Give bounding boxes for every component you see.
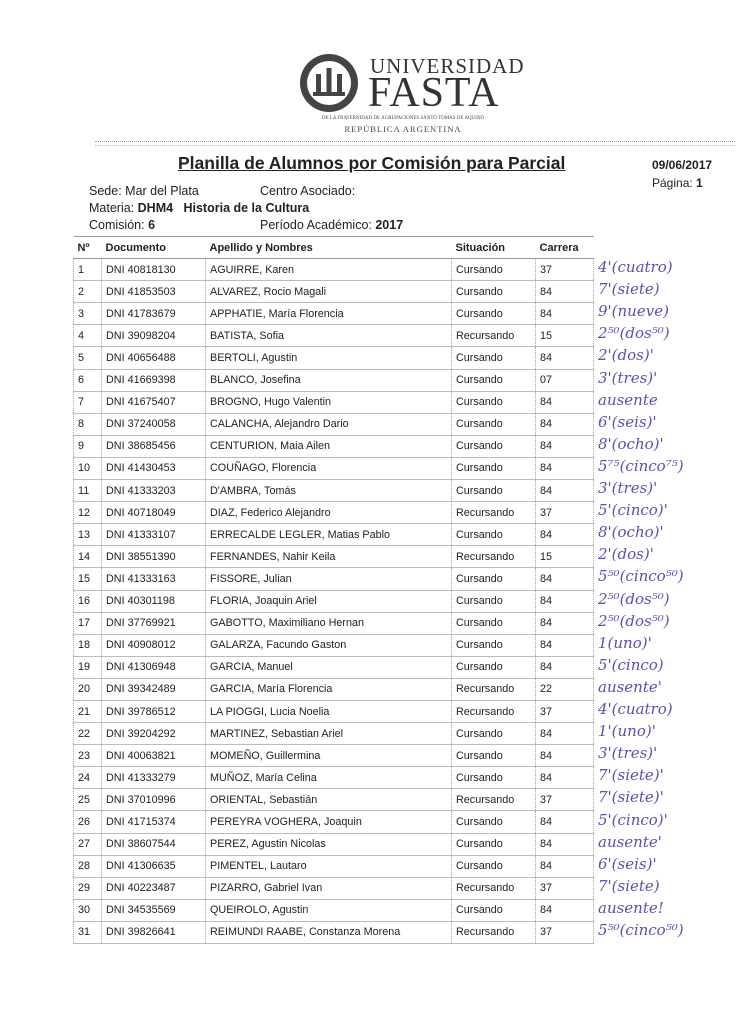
row-document: DNI 40223487 [102,877,206,899]
materia-line [89,201,309,215]
row-number: 26 [74,811,102,833]
row-name: BROGNO, Hugo Valentin [206,391,452,413]
row-career: 84 [536,612,594,634]
row-name: MARTINEZ, Sebastian Ariel [206,723,452,745]
row-status: Cursando [452,480,536,502]
row-career: 84 [536,811,594,833]
col-name-header: Apellido y Nombres [206,237,452,259]
row-status: Recursando [452,502,536,524]
handwritten-grade: 2'(dos)' [598,346,654,365]
comision-value: 6 [148,218,156,232]
row-document: DNI 41669398 [102,369,206,391]
row-number: 29 [74,877,102,899]
header-divider [95,141,735,142]
row-number: 3 [74,303,102,325]
sede-label: Sede: [89,184,122,198]
handwritten-grade: 3'(tres)' [598,744,658,763]
handwritten-grade: 8'(ocho)' [598,523,664,542]
row-status: Cursando [452,899,536,921]
row-number: 4 [74,325,102,347]
col-status-header: Situación [452,237,536,259]
table-row [74,435,594,457]
materia-name: Historia de la Cultura [183,201,310,215]
row-career: 84 [536,634,594,656]
row-name: QUEIROLO, Agustin [206,899,452,921]
col-document-header: Documento [102,237,206,259]
row-document: DNI 41853503 [102,281,206,303]
row-status: Recursando [452,678,536,700]
row-status: Recursando [452,546,536,568]
table-row [74,811,594,833]
row-career: 84 [536,391,594,413]
handwritten-grade: 1(uno)' [598,633,652,652]
row-name: FLORIA, Joaquin Ariel [206,590,452,612]
row-status: Cursando [452,391,536,413]
row-status: Cursando [452,435,536,457]
handwritten-grade: 6'(seis)' [598,854,657,873]
row-number: 7 [74,391,102,413]
handwritten-grade: 5'(cinco)' [598,501,668,520]
row-career: 84 [536,899,594,921]
row-career: 84 [536,303,594,325]
handwritten-grade: 8'(ocho)' [598,434,664,453]
row-number: 25 [74,789,102,811]
row-status: Cursando [452,347,536,369]
row-number: 16 [74,590,102,612]
handwritten-grade: 7'(siete)' [598,788,664,807]
row-number: 23 [74,745,102,767]
row-name: BATISTA, Sofia [206,325,452,347]
sede-value: Mar del Plata [125,184,199,198]
row-name: PEREYRA VOGHERA, Joaquin [206,811,452,833]
row-number: 30 [74,899,102,921]
handwritten-grade: 5'(cinco) [598,655,664,674]
row-number: 8 [74,413,102,435]
row-document: DNI 41333107 [102,524,206,546]
row-document: DNI 41783679 [102,303,206,325]
table-row [74,833,594,855]
row-document: DNI 41675407 [102,391,206,413]
row-career: 37 [536,259,594,281]
table-row [74,656,594,678]
row-name: GALARZA, Facundo Gaston [206,634,452,656]
row-number: 10 [74,457,102,479]
table-row [74,391,594,413]
row-document: DNI 37010996 [102,789,206,811]
row-name: MOMEÑO, Guillermina [206,745,452,767]
row-document: DNI 38685456 [102,435,206,457]
table-row [74,303,594,325]
row-document: DNI 40656488 [102,347,206,369]
row-document: DNI 40908012 [102,634,206,656]
table-row [74,899,594,921]
row-career: 84 [536,347,594,369]
row-document: DNI 40301198 [102,590,206,612]
row-document: DNI 39786512 [102,700,206,722]
row-status: Cursando [452,723,536,745]
row-name: GARCIA, María Florencia [206,678,452,700]
row-career: 84 [536,745,594,767]
university-logo [298,52,525,134]
university-country: REPÚBLICA ARGENTINA [344,124,462,134]
handwritten-grade: ausente' [598,832,662,851]
row-name: APPHATIE, María Florencia [206,303,452,325]
row-name: PIMENTEL, Lautaro [206,855,452,877]
table-row [74,877,594,899]
report-date: 09/06/2017 [652,158,713,172]
row-document: DNI 38607544 [102,833,206,855]
row-name: MUÑOZ, María Celina [206,767,452,789]
periodo-line [260,218,403,232]
table-row [74,502,594,524]
row-name: AGUIRRE, Karen [206,259,452,281]
row-document: DNI 41715374 [102,811,206,833]
row-career: 22 [536,678,594,700]
row-number: 14 [74,546,102,568]
row-career: 84 [536,723,594,745]
handwritten-grade: 3'(tres)' [598,368,658,387]
row-name: ALVAREZ, Rocio Magali [206,281,452,303]
row-career: 84 [536,767,594,789]
header-divider-2 [95,145,735,146]
row-name: D'AMBRA, Tomás [206,480,452,502]
row-name: GARCIA, Manuel [206,656,452,678]
table-row [74,413,594,435]
row-career: 84 [536,480,594,502]
page-title: Planilla de Alumnos por Comisión para Parcial [178,153,566,173]
handwritten-grade: 3'(tres)' [598,479,658,497]
table-row [74,921,594,943]
row-number: 1 [74,259,102,281]
row-document: DNI 41306948 [102,656,206,678]
row-document: DNI 41430453 [102,457,206,479]
row-name: ORIENTAL, Sebastián [206,789,452,811]
row-career: 37 [536,921,594,943]
handwritten-grade: 4'(cuatro) [598,700,673,718]
row-name: BERTOLI, Agustin [206,347,452,369]
handwritten-grade: 2⁵⁰(dos⁵⁰) [598,611,670,630]
university-name: FASTA [368,70,500,116]
centro-label: Centro Asociado: [260,184,356,198]
row-career: 84 [536,590,594,612]
handwritten-grade: 5⁷⁵(cinco⁷⁵) [598,456,684,475]
handwritten-grade: 5⁵⁰(cinco⁵⁰) [598,921,684,939]
row-number: 6 [74,369,102,391]
row-number: 2 [74,281,102,303]
university-word: UNIVERSIDAD [370,54,525,78]
row-number: 9 [74,435,102,457]
table-header-row [74,237,594,259]
row-number: 11 [74,480,102,502]
table-row [74,767,594,789]
row-status: Cursando [452,281,536,303]
row-number: 24 [74,767,102,789]
table-row [74,590,594,612]
comision-line [89,218,155,232]
row-number: 27 [74,833,102,855]
table-row [74,634,594,656]
table-row [74,789,594,811]
row-status: Cursando [452,568,536,590]
row-status: Cursando [452,833,536,855]
row-career: 15 [536,546,594,568]
col-career-header: Carrera [536,237,594,259]
row-status: Cursando [452,413,536,435]
students-table [73,236,594,944]
row-career: 84 [536,281,594,303]
row-status: Cursando [452,634,536,656]
row-document: DNI 40818130 [102,259,206,281]
comision-label: Comisión: [89,218,145,232]
periodo-label: Período Académico: [260,218,372,232]
row-name: FISSORE, Julian [206,568,452,590]
row-document: DNI 39204292 [102,723,206,745]
table-row [74,369,594,391]
row-career: 84 [536,656,594,678]
row-career: 37 [536,700,594,722]
row-status: Cursando [452,590,536,612]
handwritten-grade: 7'(siete) [598,280,660,299]
row-name: CENTURION, Maia Ailen [206,435,452,457]
handwritten-grade: 4'(cuatro) [598,258,673,276]
row-name: PIZARRO, Gabriel Ivan [206,877,452,899]
row-name: CALANCHA, Alejandro Dario [206,413,452,435]
row-status: Cursando [452,457,536,479]
row-career: 84 [536,833,594,855]
row-number: 13 [74,524,102,546]
handwritten-grade: 5⁵⁰(cinco⁵⁰) [598,567,684,586]
table-row [74,259,594,281]
table-row [74,723,594,745]
handwritten-grade: ausente' [598,677,662,696]
handwritten-grade: 2'(dos)' [598,545,654,564]
row-status: Recursando [452,789,536,811]
row-career: 84 [536,435,594,457]
row-status: Recursando [452,325,536,347]
page-indicator [652,176,703,190]
row-document: DNI 39826641 [102,921,206,943]
table-row [74,524,594,546]
row-name: REIMUNDI RAABE, Constanza Morena [206,921,452,943]
row-status: Recursando [452,877,536,899]
row-name: PEREZ, Agustin Nicolas [206,833,452,855]
row-status: Cursando [452,524,536,546]
row-number: 19 [74,656,102,678]
table-row [74,745,594,767]
row-status: Cursando [452,303,536,325]
row-career: 84 [536,457,594,479]
row-number: 21 [74,700,102,722]
row-document: DNI 41333279 [102,767,206,789]
university-emblem-icon [298,52,360,114]
row-status: Cursando [452,369,536,391]
row-number: 17 [74,612,102,634]
table-row [74,612,594,634]
row-name: DIAZ, Federico Alejandro [206,502,452,524]
row-career: 37 [536,789,594,811]
row-career: 07 [536,369,594,391]
row-name: BLANCO, Josefina [206,369,452,391]
handwritten-grade: 2⁵⁰(dos⁵⁰) [598,324,670,343]
page-number: 1 [696,176,703,190]
handwritten-grade: 5'(cinco)' [598,810,668,829]
row-document: DNI 41306635 [102,855,206,877]
row-career: 15 [536,325,594,347]
handwritten-grade: 2⁵⁰(dos⁵⁰) [598,589,670,608]
row-document: DNI 41333203 [102,480,206,502]
handwritten-grade: 7'(siete) [598,876,660,895]
row-name: FERNANDES, Nahir Keila [206,546,452,568]
row-document: DNI 37769921 [102,612,206,634]
university-subtitle: DE LA FRATERNIDAD DE AGRUPACIONES SANTO TOMAS DE AQUINO [321,116,485,121]
materia-label: Materia: [89,201,135,215]
row-number: 22 [74,723,102,745]
row-number: 28 [74,855,102,877]
table-row [74,855,594,877]
row-status: Cursando [452,612,536,634]
row-career: 84 [536,855,594,877]
page-label: Página: [652,176,693,190]
row-document: DNI 39342489 [102,678,206,700]
row-document: DNI 40063821 [102,745,206,767]
table-row [74,281,594,303]
row-status: Recursando [452,700,536,722]
materia-code: DHM4 [137,201,174,215]
row-name: GABOTTO, Maximiliano Hernan [206,612,452,634]
row-career: 84 [536,413,594,435]
table-row [74,678,594,700]
row-status: Cursando [452,745,536,767]
row-status: Cursando [452,811,536,833]
row-career: 84 [536,568,594,590]
sede-line [89,184,199,198]
row-document: DNI 40718049 [102,502,206,524]
col-number-header: Nº [74,237,102,259]
handwritten-grade: ausente! [598,898,664,917]
handwritten-grade: ausente [598,390,658,409]
row-number: 5 [74,347,102,369]
row-document: DNI 34535569 [102,899,206,921]
row-document: DNI 41333163 [102,568,206,590]
table-row [74,480,594,502]
row-number: 18 [74,634,102,656]
row-number: 31 [74,921,102,943]
row-status: Cursando [452,767,536,789]
row-career: 84 [536,524,594,546]
table-row [74,700,594,722]
handwritten-grade: 1'(uno)' [598,722,656,741]
row-status: Cursando [452,259,536,281]
row-name: ERRECALDE LEGLER, Matias Pablo [206,524,452,546]
row-number: 15 [74,568,102,590]
row-career: 37 [536,502,594,524]
handwritten-grade: 9'(nueve) [598,302,669,321]
handwritten-grade: 6'(seis)' [598,412,657,431]
table-row [74,546,594,568]
row-number: 12 [74,502,102,524]
table-row [74,347,594,369]
table-row [74,325,594,347]
table-row [74,568,594,590]
row-status: Cursando [452,855,536,877]
row-status: Recursando [452,921,536,943]
row-document: DNI 39098204 [102,325,206,347]
row-career: 37 [536,877,594,899]
row-name: LA PIOGGI, Lucia Noelia [206,700,452,722]
row-document: DNI 38551390 [102,546,206,568]
row-number: 20 [74,678,102,700]
row-status: Cursando [452,656,536,678]
row-name: COUÑAGO, Florencia [206,457,452,479]
periodo-value: 2017 [375,218,404,232]
row-document: DNI 37240058 [102,413,206,435]
handwritten-grade: 7'(siete)' [598,766,664,785]
table-row [74,457,594,479]
